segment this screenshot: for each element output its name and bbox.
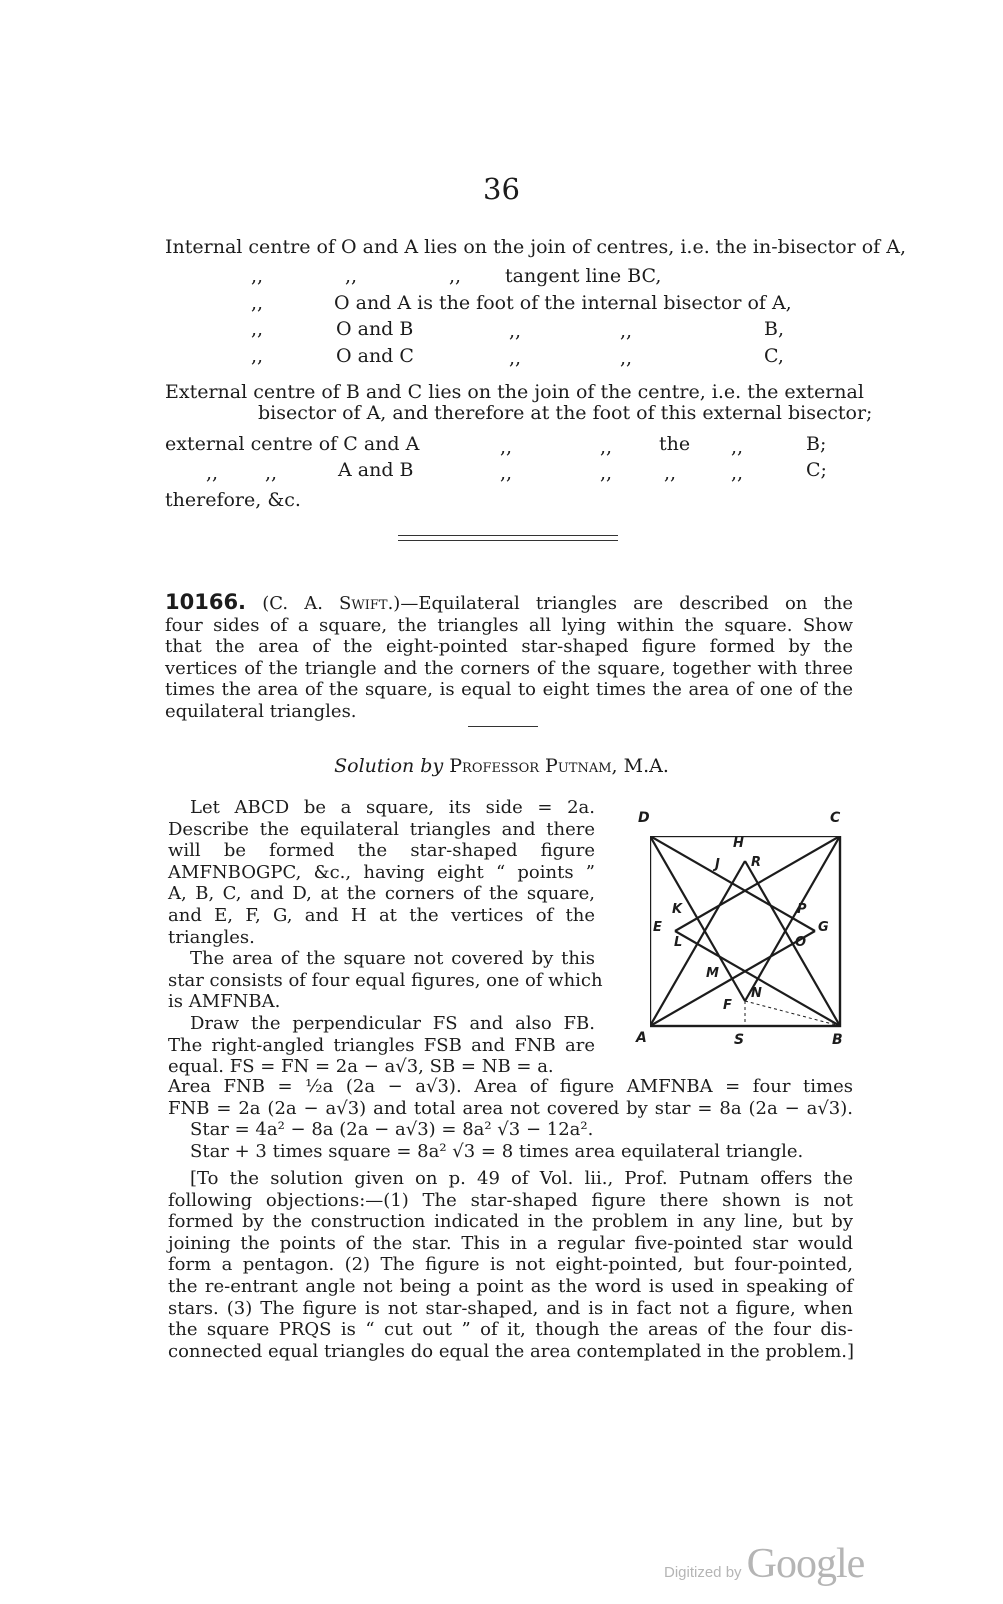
problem-line: equilateral triangles. bbox=[165, 700, 357, 722]
digitized-watermark bbox=[664, 1540, 864, 1588]
solution-line: Describe the equilateral triangles and there bbox=[168, 818, 595, 840]
star-edge bbox=[650, 931, 815, 1026]
end-c-text: C; bbox=[806, 459, 827, 481]
label-s: S bbox=[734, 1032, 745, 1048]
ditto-mark: ,, bbox=[509, 347, 522, 369]
label-h: H bbox=[733, 836, 744, 851]
ditto-mark: ,, bbox=[251, 292, 264, 314]
label-d: D bbox=[638, 810, 650, 826]
formula-line: Star = 4a² − 8a (2a − a√3) = 8a² √3 − 12a². bbox=[190, 1119, 594, 1141]
external-centre-line: External centre of B and C lies on the join of the centre, i.e. the external bbox=[165, 381, 864, 403]
label-j: J bbox=[715, 857, 720, 872]
label-f: F bbox=[723, 998, 732, 1013]
separator-rule bbox=[398, 535, 618, 536]
the-text: the bbox=[659, 433, 691, 455]
label-r: R bbox=[751, 855, 762, 870]
ob-end-text: B, bbox=[764, 318, 785, 340]
star-edge bbox=[675, 931, 840, 1026]
text-line bbox=[165, 236, 906, 258]
google-logo: Google bbox=[746, 1541, 865, 1587]
note-line: stars. (3) The figure is not star-shaped, and is in fact not a figure, when bbox=[168, 1297, 853, 1319]
formula-line: Star + 3 times square = 8a² √3 = 8 times area equilateral triangle. bbox=[190, 1140, 804, 1162]
solution-formulas bbox=[168, 1076, 853, 1162]
solution-author: Professor Putnam, M.A. bbox=[449, 755, 669, 777]
problem-number: 10166. bbox=[165, 590, 247, 614]
solution-line: equal. FS = FN = 2a − a√3, SB = NB = a. bbox=[168, 1056, 554, 1078]
ditto-mark: ,, bbox=[600, 436, 613, 458]
label-c: C bbox=[830, 810, 841, 826]
ditto-mark: ,, bbox=[509, 320, 522, 342]
note-line: the square PRQS is “ cut out ” of it, though the areas of the four dis- bbox=[168, 1319, 853, 1341]
solution-line: Draw the perpendicular FS and also FB. bbox=[190, 1012, 595, 1034]
ditto-mark: ,, bbox=[731, 462, 744, 484]
problem-statement bbox=[165, 592, 853, 723]
problem-line: vertices of the triangle and the corners of the square, together with three bbox=[165, 657, 853, 679]
note-line: [To the solution given on p. 49 of Vol. lii., Prof. Putnam offers the bbox=[190, 1168, 853, 1189]
ob-text: O and B bbox=[336, 318, 414, 340]
ditto-mark: ,, bbox=[449, 265, 462, 287]
problem-text: —Equilateral triangles are described on the bbox=[400, 593, 853, 614]
label-g: G bbox=[818, 920, 829, 935]
label-m: M bbox=[706, 966, 719, 981]
problem-line: times the area of the square, is equal to eight times the area of one of the bbox=[165, 679, 853, 701]
solution-line: triangles. bbox=[168, 926, 255, 948]
problem-line: four sides of a square, the triangles all lying within the square. Show bbox=[165, 614, 853, 636]
problem-line bbox=[165, 592, 853, 615]
ditto-mark: ,, bbox=[251, 345, 264, 367]
ditto-mark: ,, bbox=[620, 347, 633, 369]
solution-by: Solution by bbox=[334, 755, 444, 777]
solution-line: star consists of four equal figures, one of which bbox=[168, 969, 603, 991]
end-b-text: B; bbox=[806, 433, 827, 455]
solution-line: is AMFNBA. bbox=[168, 991, 281, 1013]
ditto-mark: ,, bbox=[265, 462, 278, 484]
solution-line: and E, F, G, and H at the vertices of the bbox=[168, 904, 595, 926]
ditto-mark: ,, bbox=[500, 436, 513, 458]
page-number: 36 bbox=[483, 172, 520, 206]
tangent-line-text: tangent line BC, bbox=[505, 265, 662, 287]
note-line: the re-entrant angle not being a point as the word is used in speaking of bbox=[168, 1275, 853, 1297]
solution-line: will be formed the star-shaped figure bbox=[168, 840, 595, 862]
ditto-mark: ,, bbox=[251, 318, 264, 340]
external-ca-text: external centre of C and A bbox=[165, 433, 420, 455]
oc-end-text: C, bbox=[764, 345, 784, 367]
solution-line: AMFNBOGPC, &c., having eight “ points ” bbox=[168, 861, 595, 883]
solution-text bbox=[168, 797, 603, 1078]
editorial-note bbox=[168, 1168, 853, 1362]
label-a: A bbox=[636, 1030, 647, 1046]
text-line bbox=[165, 381, 864, 403]
ditto-mark: ,, bbox=[664, 462, 677, 484]
star-edge bbox=[675, 836, 840, 931]
solution-line: A, B, C, and D, at the corners of the square, bbox=[168, 883, 595, 905]
note-line: formed by the construction indicated in the problem in any line, but by bbox=[168, 1211, 853, 1233]
problem-author: (C. A. Swift.) bbox=[262, 593, 401, 614]
note-line: joining the points of the star. This in a regular five-pointed star would bbox=[168, 1232, 853, 1254]
ditto-mark: ,, bbox=[620, 320, 633, 342]
label-e: E bbox=[653, 920, 662, 935]
square-abcd bbox=[650, 836, 840, 1026]
formula-line: FNB = 2a (2a − a√3) and total area not covered by star = 8a (2a − a√3). bbox=[168, 1097, 853, 1119]
therefore-text: therefore, &c. bbox=[165, 489, 301, 511]
label-p: P bbox=[797, 902, 807, 917]
note-line: following objections:—(1) The star-shaped figure there shown is not bbox=[168, 1189, 853, 1211]
note-line: form a pentagon. (2) The figure is not eight-pointed, but four-pointed, bbox=[168, 1254, 853, 1276]
label-n: N bbox=[751, 986, 762, 1001]
ditto-mark: ,, bbox=[251, 265, 264, 287]
external-bisector-line: bisector of A, and therefore at the foot of this external bisector; bbox=[258, 402, 873, 424]
oc-text: O and C bbox=[336, 345, 414, 367]
line-fb bbox=[745, 1001, 840, 1026]
formula-line: Area FNB = ½a (2a − a√3). Area of figure AMFNBA = four times bbox=[168, 1076, 853, 1097]
ditto-mark: ,, bbox=[600, 462, 613, 484]
ditto-mark: ,, bbox=[345, 265, 358, 287]
internal-centre-line: Internal centre of O and A lies on the join of centres, i.e. the in-bisector of A, bbox=[165, 236, 906, 258]
solution-line: The right-angled triangles FSB and FNB are bbox=[168, 1034, 595, 1056]
note-line: connected equal triangles do equal the area contemplated in the problem.] bbox=[168, 1340, 855, 1362]
short-rule bbox=[468, 726, 538, 727]
star-edge bbox=[650, 836, 815, 931]
solution-line: The area of the square not covered by this bbox=[190, 948, 595, 970]
watermark-prefix: Digitized by bbox=[664, 1564, 742, 1581]
solution-heading bbox=[0, 755, 1003, 777]
ditto-mark: ,, bbox=[206, 462, 219, 484]
label-o: O bbox=[795, 935, 807, 950]
solution-line: Let ABCD be a square, its side = 2a. bbox=[190, 797, 595, 818]
ab-text: A and B bbox=[338, 459, 414, 481]
oa-foot-text: O and A is the foot of the internal bisector of A, bbox=[334, 292, 792, 314]
separator-rule bbox=[398, 540, 618, 541]
star-square-figure bbox=[650, 836, 890, 1074]
label-k: K bbox=[672, 902, 683, 917]
label-l: L bbox=[674, 935, 683, 950]
ditto-mark: ,, bbox=[731, 436, 744, 458]
ditto-mark: ,, bbox=[500, 462, 513, 484]
problem-line: that the area of the eight-pointed star-shaped figure formed by the bbox=[165, 636, 853, 658]
label-b: B bbox=[832, 1032, 843, 1048]
